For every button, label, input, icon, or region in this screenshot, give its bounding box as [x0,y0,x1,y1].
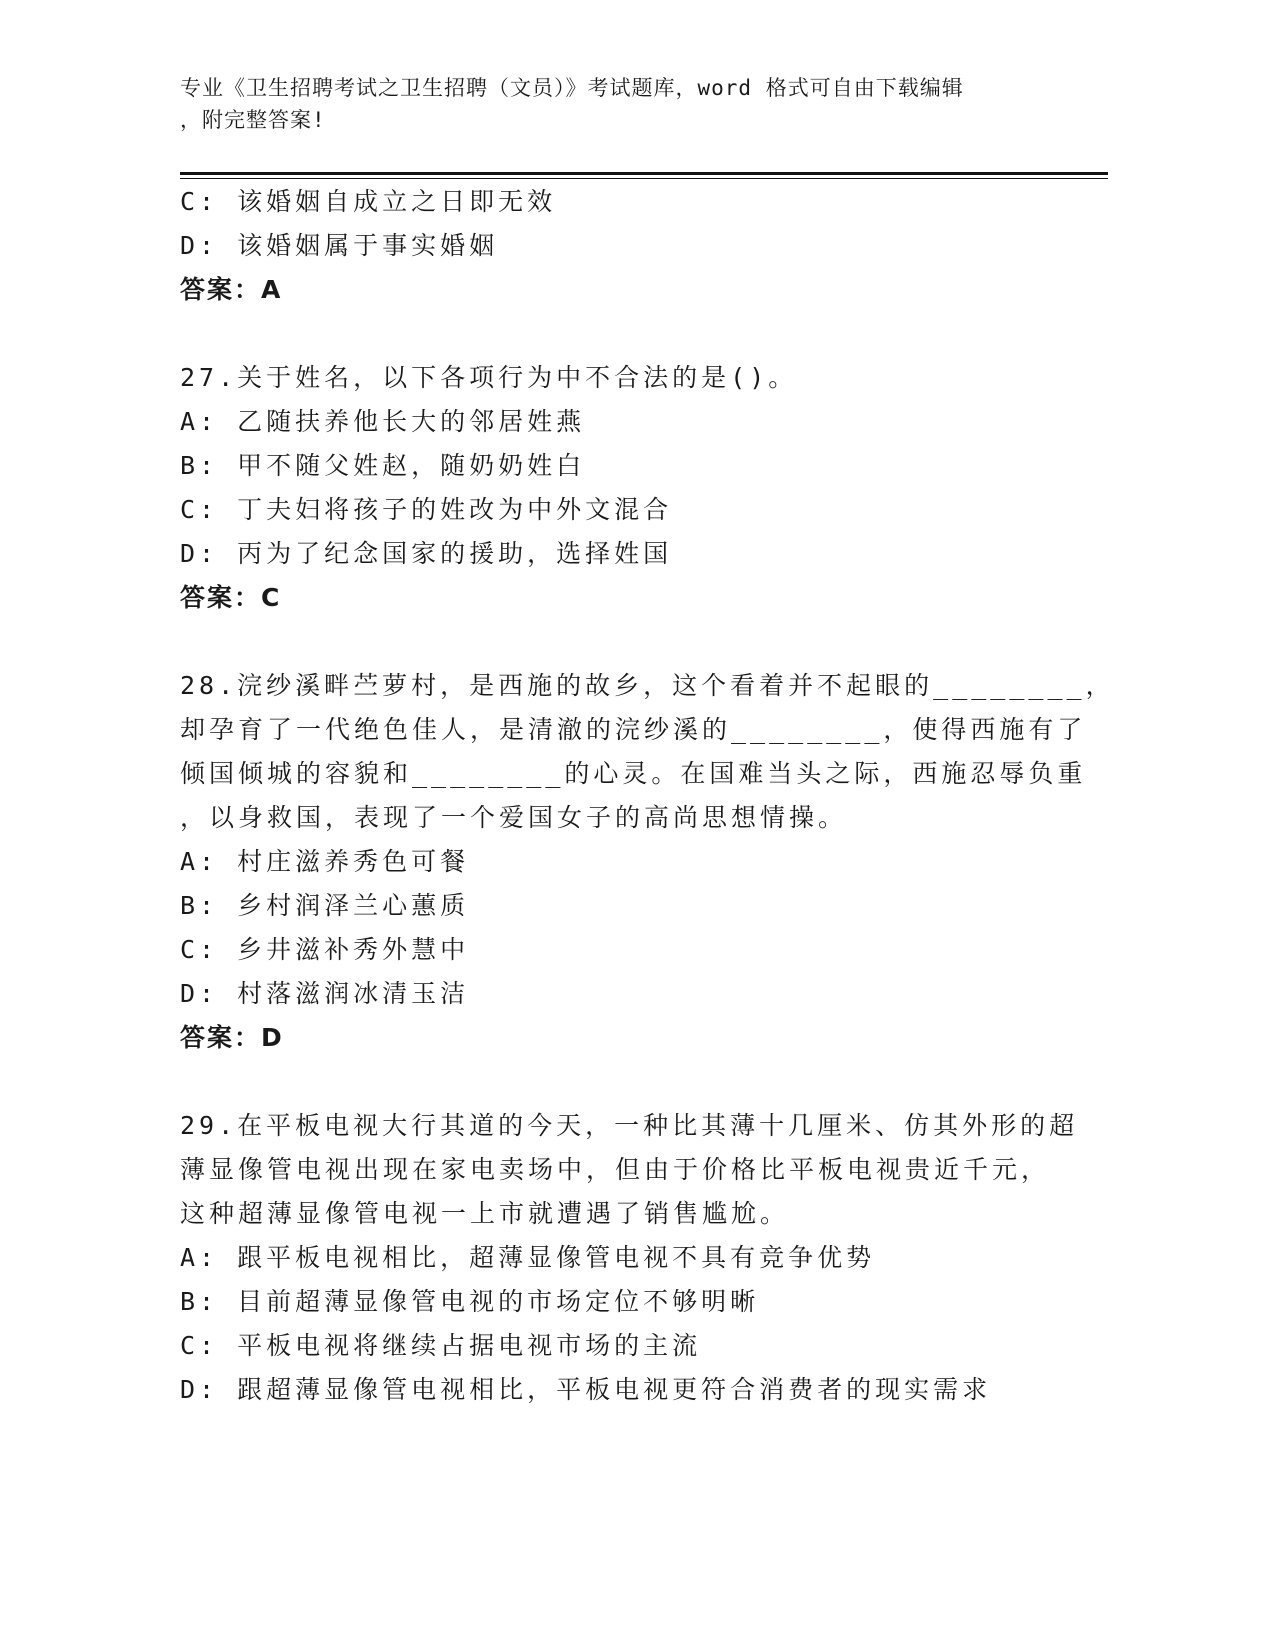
question-stem-line: 29.在平板电视大行其道的今天，一种比其薄十几厘米、仿其外形的超 [180,1111,1079,1140]
header-rule-thick [180,172,1108,175]
spacer [180,312,1060,356]
option-a: A: 跟平板电视相比，超薄显像管电视不具有竞争优势 [180,1243,876,1272]
option-b: B: 甲不随父姓赵，随奶奶姓白 [180,451,586,480]
question-28 [180,664,1115,1060]
option-c: C: 丁夫妇将孩子的姓改为中外文混合 [180,495,673,524]
header-title-line-continued: ，附完整答案! [180,108,326,132]
document-header [180,72,1080,136]
question-27 [180,356,1060,620]
question-stem-line: 这种超薄显像管电视一上市就遭遇了销售尴尬。 [180,1199,790,1228]
option-a: A: 村庄滋养秀色可餐 [180,847,470,876]
header-title-line: 专业《卫生招聘考试之卫生招聘（文员）》考试题库，word 格式可自由下载编辑 [180,76,964,100]
option-c: C: 该婚姻自成立之日即无效 [180,187,557,216]
question-list [180,180,1115,1412]
option-d: D: 村落滋润冰清玉洁 [180,979,470,1008]
option-c: C: 乡井滋补秀外慧中 [180,935,470,964]
question-26-tail [180,180,1060,312]
question-stem-line: 倾国倾城的容貌和________的心灵。在国难当头之际，西施忍辱负重 [180,759,1087,788]
question-stem-line: 28.浣纱溪畔苎萝村，是西施的故乡，这个看着并不起眼的________， [180,671,1115,700]
option-b: B: 目前超薄显像管电视的市场定位不够明晰 [180,1287,760,1316]
option-a: A: 乙随扶养他长大的邻居姓燕 [180,407,586,436]
answer-label: 答案：C [180,583,282,612]
question-stem: 27.关于姓名，以下各项行为中不合法的是()。 [180,363,798,392]
question-stem-line: ，以身救国，表现了一个爱国女子的高尚思想情操。 [180,803,848,832]
answer-label: 答案：A [180,275,283,304]
option-d: D: 跟超薄显像管电视相比，平板电视更符合消费者的现实需求 [180,1375,992,1404]
spacer [180,1060,1060,1104]
answer-label: 答案：D [180,1023,284,1052]
option-b: B: 乡村润泽兰心蕙质 [180,891,470,920]
spacer [180,620,1060,664]
question-stem-line: 薄显像管电视出现在家电卖场中，但由于价格比平板电视贵近千元， [180,1155,1051,1184]
option-d: D: 丙为了纪念国家的援助，选择姓国 [180,539,673,568]
option-d: D: 该婚姻属于事实婚姻 [180,231,499,260]
header-rule-thin [180,178,1108,179]
question-29 [180,1104,1079,1412]
option-c: C: 平板电视将继续占据电视市场的主流 [180,1331,702,1360]
question-stem-line: 却孕育了一代绝色佳人，是清澈的浣纱溪的________，使得西施有了 [180,715,1087,744]
